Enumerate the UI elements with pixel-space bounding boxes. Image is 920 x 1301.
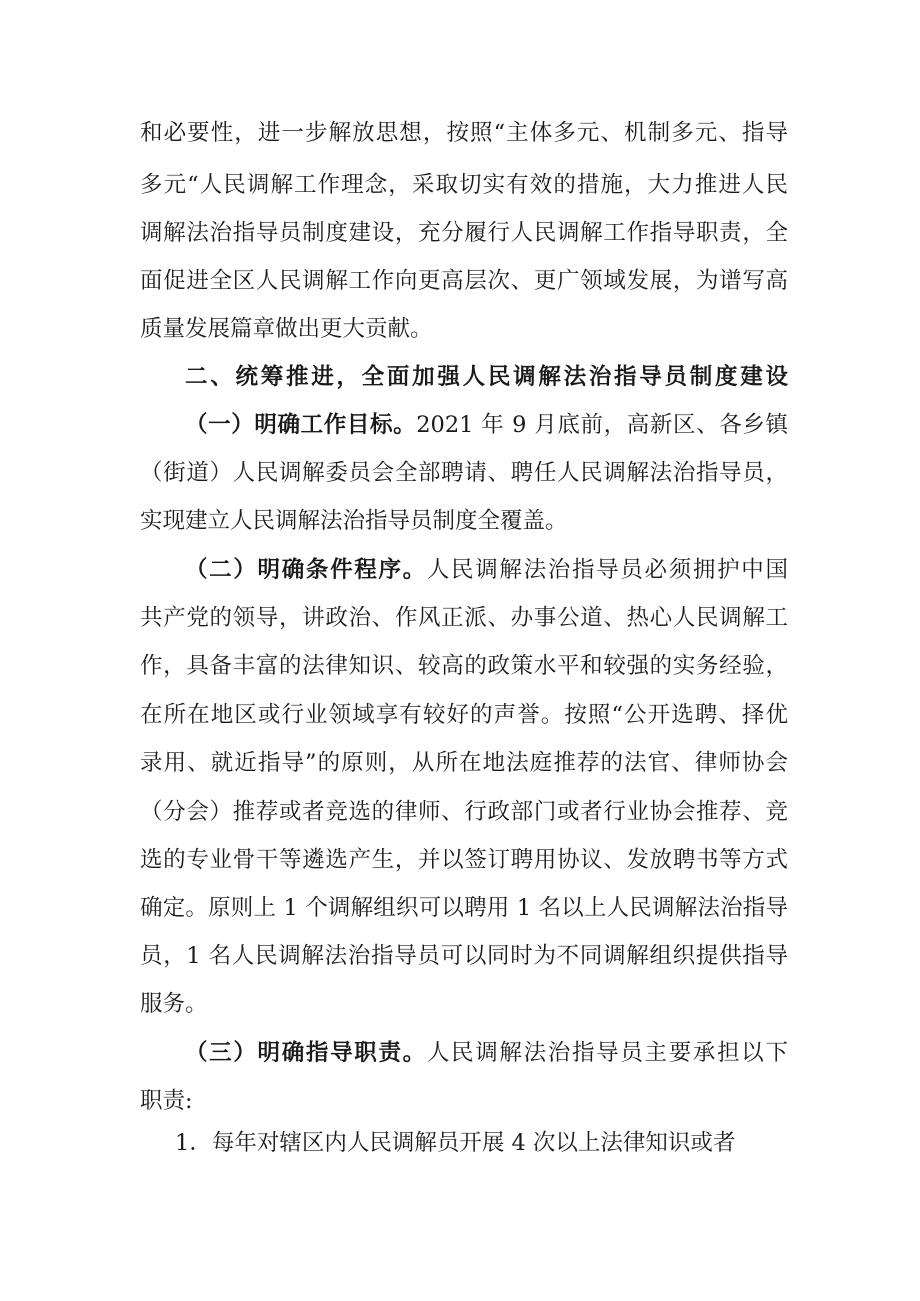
paragraph-line: 多元“人民调解工作理念，采取切实有效的措施，大力推进人民 xyxy=(140,172,788,198)
paragraph-line: 选的专业骨干等遴选产生，并以签订聘用协议、发放聘书等方式 xyxy=(140,847,788,873)
paragraph-line: 调解法治指导员制度建设，充分履行人民调解工作指导职责，全 xyxy=(140,220,788,246)
paragraph-line: 员，1 名人民调解法治指导员可以同时为不同调解组织提供指导 xyxy=(140,943,788,969)
paragraph-line: （分会）推荐或者竞选的律师、行政部门或者行业协会推荐、竞 xyxy=(140,799,788,825)
paragraph-line: 服务。 xyxy=(140,991,208,1017)
paragraph-line: 质量发展篇章做出更大贡献。 xyxy=(140,316,433,342)
item-first-line xyxy=(185,1038,788,1068)
item-text: 人民调解法治指导员主要承担以下 xyxy=(426,1040,788,1066)
paragraph-line: 作，具备丰富的法律知识、较高的政策水平和较强的实务经验， xyxy=(140,653,788,679)
item-title: （二）明确条件程序。 xyxy=(185,557,427,583)
list-item: 1．每年对辖区内人民调解员开展 4 次以上法律知识或者 xyxy=(175,1130,736,1156)
item-first-line xyxy=(185,555,788,585)
paragraph-line: 和必要性，进一步解放思想，按照“主体多元、机制多元、指导 xyxy=(140,120,788,146)
item-text: 人民调解法治指导员必须拥护中国 xyxy=(426,557,788,583)
paragraph-line: （街道）人民调解委员会全部聘请、聘任人民调解法治指导员， xyxy=(140,460,788,486)
item-first-line xyxy=(185,410,788,440)
item-text: 2021 年 9 月底前，高新区、各乡镇 xyxy=(416,412,788,438)
paragraph-line: 共产党的领导，讲政治、作风正派、办事公道、热心人民调解工 xyxy=(140,605,788,631)
paragraph-line: 录用、就近指导”的原则，从所在地法庭推荐的法官、律师协会 xyxy=(140,750,788,776)
paragraph-line: 在所在地区或行业领域享有较好的声誉。按照“公开选聘、择优 xyxy=(140,702,788,728)
paragraph-line: 面促进全区人民调解工作向更高层次、更广领域发展，为谱写高 xyxy=(140,268,788,294)
paragraph-line: 确定。原则上 1 个调解组织可以聘用 1 名以上人民调解法治指导 xyxy=(140,895,788,921)
item-title: （一）明确工作目标。 xyxy=(185,412,417,438)
item-title: （三）明确指导职责。 xyxy=(185,1040,427,1066)
paragraph-line: 实现建立人民调解法治指导员制度全覆盖。 xyxy=(140,508,568,534)
section-heading: 二、统筹推进，全面加强人民调解法治指导员制度建设 xyxy=(185,364,788,390)
paragraph-line: 职责: xyxy=(140,1088,193,1114)
